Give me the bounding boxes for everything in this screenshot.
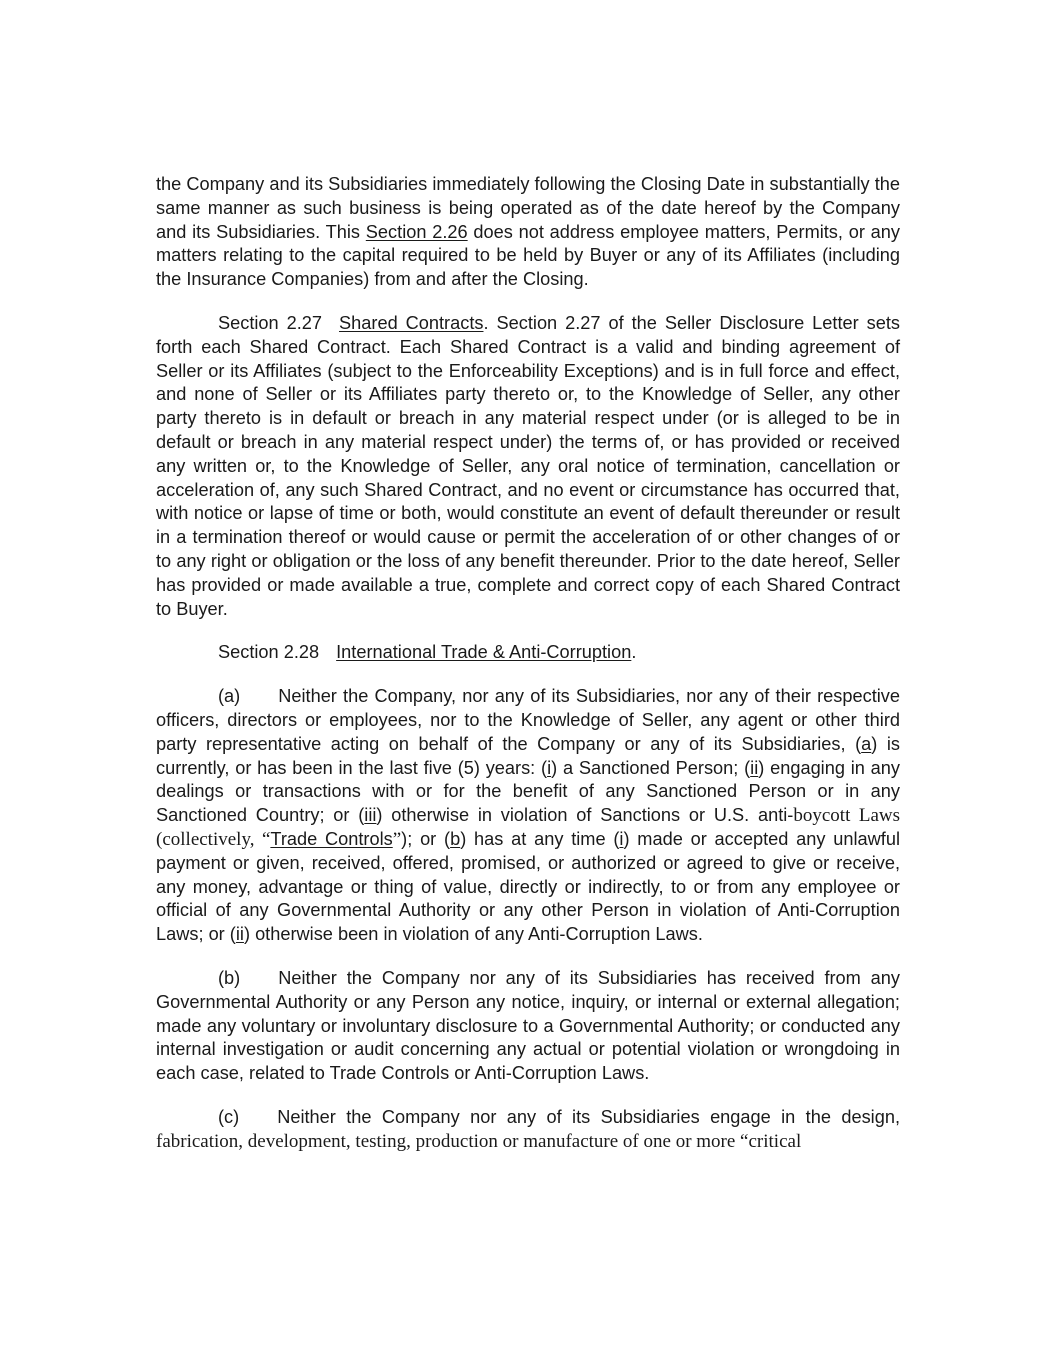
item-label: (b) (218, 967, 241, 988)
item-text: ” (392, 828, 402, 850)
paragraph-continuation (156, 173, 900, 292)
section-body: Section 2.27 of the Seller Disclosure Letter sets forth each Shared Contract. Each Shared Contract is a valid and binding agreement of Seller or its Affiliates (subject to the Enforceability Exceptions) and is in full force and effect, and none of Seller or its Affiliates party thereto or, to the Knowledge of Seller, any other party thereto is in default or breach in any material respect under (or is alleged to be in default or breach in any material respect under) the terms of, or has provided or received any written or, to the Knowledge of Seller, any oral notice of termination, cancellation or acceleration of, any such Shared Contract, and no event or circumstance has occurred that, with notice or lapse of time or both, would constitute an event of default thereunder or result in a termination thereof or would cause or permit the acceleration of or other changes of or to any right or obligation or the loss of any benefit thereunder. Prior to the date hereof, Seller has provided or made available a true, complete and correct copy of each Shared Contract to Buyer. (156, 312, 901, 619)
section-reference: Section 2.26 (365, 221, 468, 242)
section-title-punct: . (631, 642, 637, 663)
item-text: ) is currently, or has been in the last five (5) years: ( (156, 733, 900, 778)
defined-term: Trade Controls (270, 828, 393, 849)
item-a (156, 685, 900, 947)
item-text: ) has at any time ( (460, 828, 620, 849)
enumerator: a (861, 733, 872, 754)
item-text: ) engaging in any dealings or transactions with or for the benefit of any Sanctioned Person or in any Sanctioned Country; or ( (156, 757, 900, 826)
paragraph-text: does not address employee matters, Permits, or any matters relating to the capital required to be held by Buyer or any of its Affiliates (including the Insurance Companies) from and after the Closing. (156, 221, 900, 290)
item-text: Neither the Company, nor any of its Subsidiaries, nor any of their respective officers, directors or employees, nor to the Knowledge of Seller, any agent or other third party representative acting on behalf of the Company or any of its Subsidiaries, ( (156, 686, 900, 754)
section-number: Section 2.27 (218, 312, 323, 333)
item-text: fabrication, development, testing, production or manufacture of one or more “critical (156, 1130, 802, 1152)
section-title-punct: . (483, 312, 489, 333)
item-b (156, 967, 900, 1086)
item-c (156, 1106, 900, 1154)
section-2-27 (156, 312, 900, 621)
item-text: ) otherwise in violation of Sanctions or U.S. anti- (376, 805, 794, 826)
section-2-28-heading (156, 641, 900, 665)
enumerator: ii (235, 924, 244, 945)
section-number: Section 2.28 (218, 642, 320, 663)
section-title: International Trade & Anti-Corruption (336, 642, 632, 663)
item-label: (c) (218, 1106, 240, 1127)
item-text: Neither the Company nor any of its Subsidiaries has received from any Governmental Authority or any Person any notice, inquiry, or internal or external allegation; made any voluntary or involuntary disclosure to a Governmental Authority; or conducted any internal investigation or audit concerning any actual or potential violation or wrongdoing in each case, related to Trade Controls or Anti-Corruption Laws. (156, 967, 900, 1084)
enumerator: ii (750, 757, 759, 778)
item-text: ) a Sanctioned Person; ( (551, 757, 751, 778)
item-text: boycott Laws (collectively, “ (156, 805, 900, 850)
enumerator: i (619, 828, 624, 849)
item-label: (a) (218, 686, 241, 707)
paragraph-text: the Company and its Subsidiaries immediately following the Closing Date in substantially the same manner as such business is being operated as of the date hereof by the Company and its Subsidiaries. This (156, 174, 900, 242)
item-text: ); or ( (401, 828, 451, 849)
document-page (156, 173, 900, 1153)
enumerator: b (450, 828, 461, 849)
item-text: ) otherwise been in violation of any Anti-Corruption Laws. (243, 924, 703, 945)
item-text: Neither the Company nor any of its Subsidiaries engage in the design, (277, 1106, 900, 1127)
enumerator: i (547, 757, 552, 778)
enumerator: iii (364, 805, 377, 826)
section-title: Shared Contracts (339, 312, 484, 333)
item-text: ) made or accepted any unlawful payment or given, received, offered, promised, or authorized or agreed to give or receive, any money, advantage or thing of value, directly or indirectly, to or from any employee or official of any Governmental Authority or any other Person in violation of Anti-Corruption Laws; or ( (156, 828, 900, 945)
